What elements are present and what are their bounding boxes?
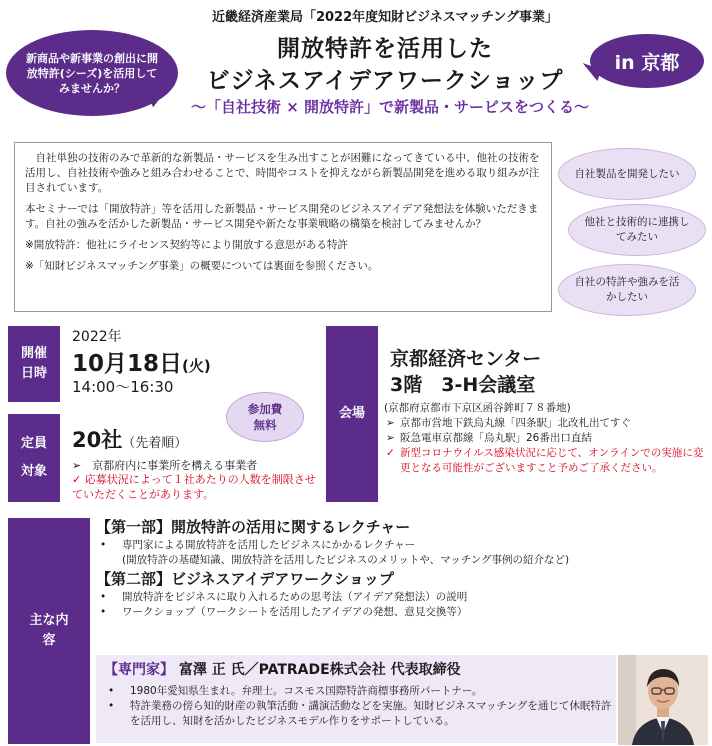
speech-bubble: [558, 264, 696, 316]
callout-bubble-left: [6, 30, 178, 116]
list-item-text: ワークショップ（ワークシートを活用したアイデアの発想、意見交換等）: [122, 606, 468, 618]
portrait-image: [618, 655, 708, 745]
schedule-label-text: 開催日時: [20, 346, 47, 381]
arrow-icon: ➢: [72, 459, 93, 472]
capacity-label: [8, 414, 60, 502]
list-item-text: 1980年愛知県生まれ。弁理士。コスモス国際特許商標事務所パートナー。: [130, 685, 483, 697]
intro-note: ※「知財ビジネスマッチング事業」の概要については裏面を参照ください。: [25, 260, 379, 272]
sponsor-line: 近畿経済産業局「2022年度知財ビジネスマッチング事業」: [211, 10, 559, 25]
free-badge: [226, 392, 304, 442]
list-item-text: 特許業務の傍ら知的財産の執筆活動・講演活動などを実施。知財ビジネスマッチングを通じて休眠特許を活用し、知財を活かしたビジネスモデル作りをサポートしている。: [130, 700, 612, 727]
page-title-line1: 開放特許を活用した: [277, 36, 493, 62]
free-badge-text: 参加費無料: [247, 402, 283, 432]
location-badge: [590, 34, 704, 88]
bullet-icon: •: [100, 539, 107, 551]
target-text: 京都府内に事業所を構える事業者: [92, 459, 258, 472]
arrow-icon: ➢: [386, 417, 395, 429]
check-icon: ✓: [386, 447, 395, 459]
content-label: [8, 518, 90, 744]
location-text: in 京都: [614, 51, 680, 74]
capacity-note: （先着順）: [122, 436, 188, 451]
page-subtitle: 〜「自社技術 × 開放特許」で新製品・サービスをつくる〜: [190, 98, 589, 116]
list-item: [96, 590, 708, 605]
venue-room: 3階 3-H会議室: [390, 374, 536, 396]
bullet-icon: •: [108, 700, 115, 712]
speech-bubble: [568, 204, 706, 256]
list-item: [96, 605, 708, 620]
list-item: [96, 538, 708, 553]
expert-photo: [618, 655, 708, 745]
capacity-label-top: 定員: [20, 436, 47, 451]
expert-bio: [104, 684, 612, 729]
capacity-limit-text: 応募状況によって１社あたりの人数を制限させていただくことがあります。: [72, 473, 316, 501]
intro-paragraph: 自社単独の技術のみで革新的な新製品・サービスを生み出すことが困難になってきている中、他社の技術を活用し、自社技術や強みと組み合わせることで、時間やコストを抑えながら新製品開発を進める取り組みが注目されています。: [25, 152, 540, 194]
list-item-text: 開放特許をビジネスに取り入れるための思考法（アイデア発想法）の説明: [122, 591, 468, 603]
list-item: [104, 684, 612, 699]
venue-address: (京都府京都市下京区函谷鉾町７８番地): [384, 402, 571, 414]
expert-tag: 【専門家】: [104, 662, 174, 678]
venue-label: [326, 326, 378, 502]
list-item: [104, 699, 612, 729]
schedule-label: [8, 326, 60, 402]
speech-text: 他社と技術的に連携してみたい: [584, 216, 690, 243]
access-text: 京都市営地下鉄烏丸線「四条駅」北改札出てすぐ: [400, 417, 631, 429]
part1-title: 【第一部】開放特許の活用に関するレクチャー: [96, 518, 411, 536]
event-date: [72, 345, 211, 378]
page-title-line2: ビジネスアイデアワークショップ: [206, 68, 564, 94]
access-item: [386, 431, 708, 446]
program-content: [96, 520, 708, 620]
event-weekday: (火): [182, 357, 211, 375]
intro-paragraph: 本セミナーでは「開放特許」等を活用した新製品・サービス開発のビジネスアイデア発想法を体験いただきます。自社の強みを活かした新製品・サービス開発や新たな事業戦略の構築を検討してみませんか？: [25, 203, 539, 230]
venue-label-text: 会場: [338, 406, 365, 421]
part1-detail: (開放特許の基礎知識、開放特許を活用したビジネスのメリットや、マッチング事例の紹介など): [122, 554, 570, 566]
check-icon: ✓: [72, 473, 85, 486]
venue-access-list: [386, 416, 708, 476]
covid-notice-text: 新型コロナウイルス感染状況に応じて、オンラインでの実施に変更となる可能性がございますこと予めご了承ください。: [400, 447, 704, 474]
event-year: 2022年: [72, 329, 122, 345]
list-item-text: 専門家による開放特許を活用したビジネスにかかるレクチャー: [122, 539, 416, 551]
venue-name: 京都経済センター: [390, 348, 542, 370]
event-date-text: 10月18日: [72, 351, 183, 377]
access-item: [386, 416, 708, 431]
speech-bubble: [558, 148, 696, 200]
arrow-icon: ➢: [386, 432, 395, 444]
target-audience: [72, 457, 257, 473]
capacity-limit: [72, 472, 322, 502]
speech-text: 自社の特許や強みを活かしたい: [574, 276, 680, 303]
expert-heading: [104, 659, 461, 679]
content-label-text: 主な内容: [29, 613, 69, 648]
capacity-count: [72, 424, 187, 454]
part2-title: 【第二部】ビジネスアイデアワークショップ: [96, 570, 394, 588]
covid-notice: [386, 446, 708, 476]
bullet-icon: •: [108, 685, 115, 697]
callout-text: 新商品や新事業の創出に開放特許(シーズ)を活用してみませんか？: [26, 51, 158, 95]
event-time: 14:00〜16:30: [72, 378, 174, 396]
speech-text: 自社製品を開発したい: [574, 167, 680, 180]
capacity-label-bottom: 対象: [20, 464, 47, 479]
access-text: 阪急電車京都線「烏丸駅」26番出口直結: [400, 432, 592, 444]
capacity-number: 20社: [72, 428, 123, 452]
intro-box: [14, 142, 552, 312]
intro-note: ※開放特許：他社にライセンス契約等により開放する意思がある特許: [25, 239, 348, 251]
expert-name: 富澤 正 氏／PATRADE株式会社 代表取締役: [178, 662, 461, 678]
bullet-icon: •: [100, 606, 107, 618]
bullet-icon: •: [100, 591, 107, 603]
